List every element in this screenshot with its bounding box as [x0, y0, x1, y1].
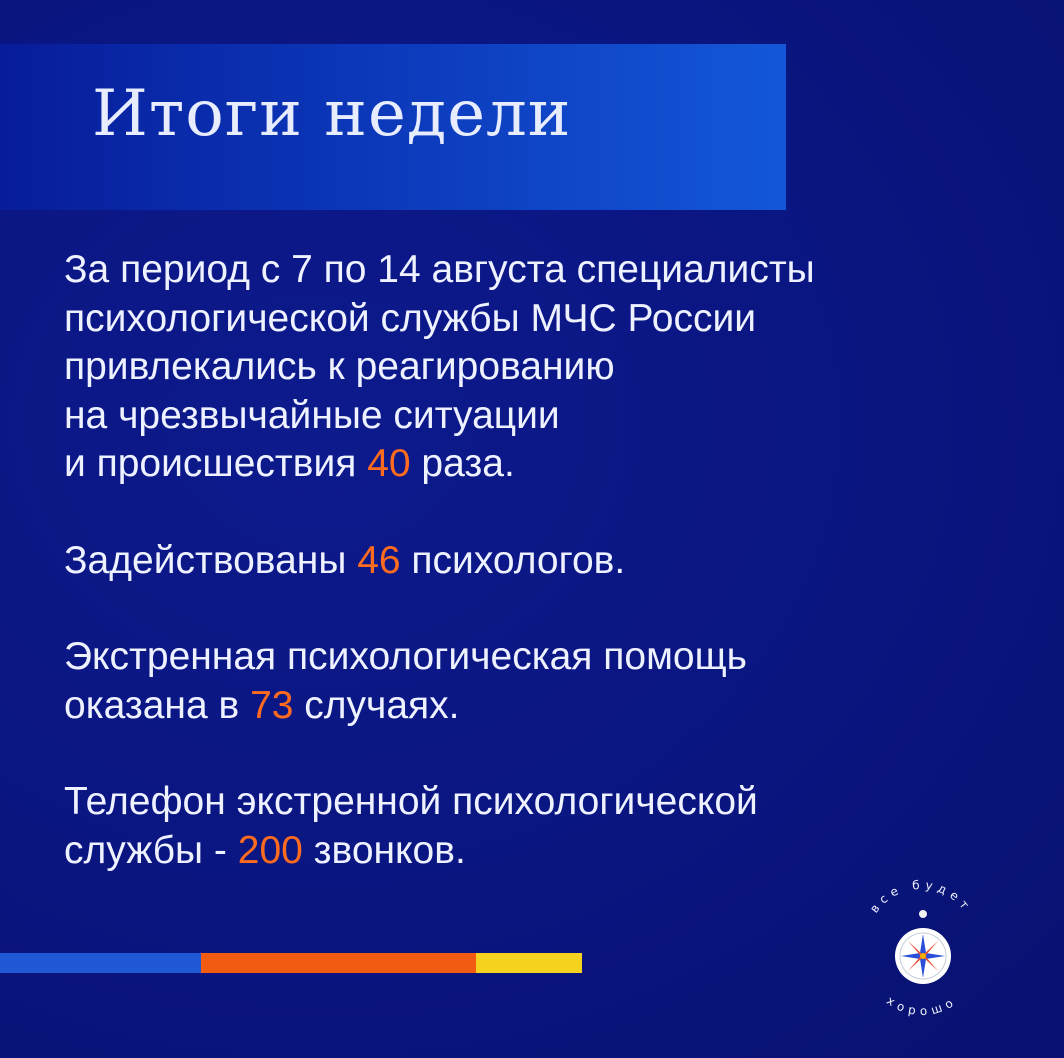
summary-text [64, 246, 1024, 923]
stripe-yellow [476, 953, 582, 973]
text-line: службы - 200 звонков. [64, 828, 466, 872]
highlight-number: 73 [250, 683, 294, 727]
text-line: и происшествия 40 раза. [64, 442, 515, 485]
badge-bottom-text: хорошо [884, 993, 960, 1019]
text-line: психологической службы МЧС России [64, 296, 757, 340]
stripe-blue [0, 953, 201, 973]
highlight-number: 40 [367, 442, 411, 485]
highlight-number: 46 [357, 538, 401, 582]
paragraph-psychologists [64, 537, 1024, 586]
text-line: Задействованы 46 психологов. [64, 538, 626, 582]
text-line: За период с 7 по 14 августа специалисты [64, 248, 815, 291]
badge-top-text: все будет [867, 877, 975, 916]
paragraph-incidents [64, 246, 1024, 489]
text-line: оказана в 73 случаях. [64, 683, 460, 727]
paragraph-assistance [64, 633, 1024, 730]
slide-title: Итоги недели [92, 77, 572, 151]
text-line: Телефон экстренной психологической [64, 780, 758, 823]
paragraph-hotline [64, 778, 1024, 875]
color-stripes [0, 953, 582, 973]
text-line: привлекались к реагированию [64, 345, 615, 388]
text-line: на чрезвычайные ситуации [64, 393, 560, 437]
badge-logo [846, 876, 996, 1026]
compass-icon [895, 910, 951, 984]
stripe-orange [201, 953, 476, 973]
highlight-number: 200 [237, 828, 303, 872]
text-line: Экстренная психологическая помощь [64, 635, 747, 678]
